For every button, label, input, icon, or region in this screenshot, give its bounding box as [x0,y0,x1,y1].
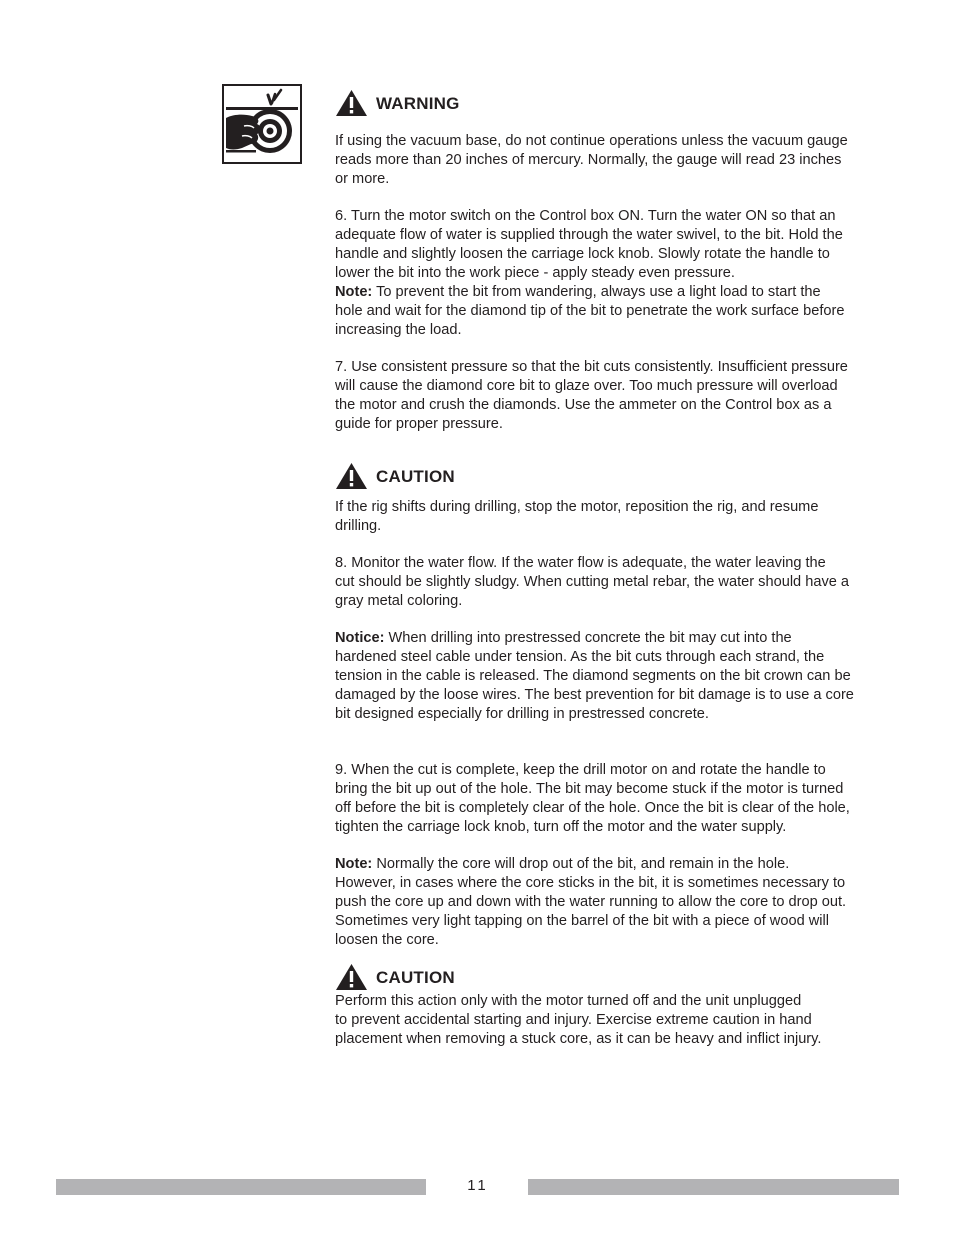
text-line: the motor and crush the diamonds. Use the ammeter on the Control box as a [335,397,832,413]
page-number: 11 [467,1177,489,1194]
note-label: Note: [335,856,373,872]
text-line: 9. When the cut is complete, keep the drill motor on and rotate the handle to [335,762,826,778]
footer-bar-left [56,1179,426,1195]
footer-bar-right [528,1179,899,1195]
text-line: adequate flow of water is supplied through the water swivel, to the bit. Hold the [335,227,843,243]
text-line: If the rig shifts during drilling, stop the motor, reposition the rig, and resume [335,499,819,515]
text-line: damaged by the loose wires. The best prevention for bit damage is to use a core [335,687,854,703]
text-line: 7. Use consistent pressure so that the bit cuts consistently. Insufficient pressure [335,359,848,375]
text-line: However, in cases where the core sticks in the bit, it is sometimes necessary to [335,875,846,891]
notice-paragraph [335,629,901,724]
warning-triangle-icon [335,89,368,117]
text-line: loosen the core. [335,932,439,948]
text-line: lower the bit into the work piece - apply steady even pressure. [335,265,735,281]
step-6-note [335,283,901,302]
text-line: hardened steel cable under tension. As the bit cuts through each strand, the [335,649,825,665]
caution-heading [335,962,901,992]
text-line: guide for proper pressure. [335,416,503,432]
step-6-paragraph [335,207,901,340]
notice-label: Notice: [335,630,385,646]
hand-entanglement-hazard-icon [222,84,302,164]
caution-triangle-icon [335,462,368,490]
text-line: or more. [335,171,390,187]
text-line: placement when removing a stuck core, as it can be heavy and inflict injury. [335,1031,822,1047]
text-line: tighten the carriage lock knob, turn off the motor and the water supply. [335,819,787,835]
caution-triangle-icon [335,963,368,991]
text-line: will cause the diamond core bit to glaze over. Too much pressure will overload [335,378,838,394]
text-line: gray metal coloring. [335,593,463,609]
text-line: cut should be slightly sludgy. When cutting metal rebar, the water should have a [335,574,850,590]
warning-label: WARNING [376,93,460,113]
note-first-line [335,855,901,874]
caution-label: CAUTION [376,466,455,486]
step-9-paragraph [335,761,901,837]
step-8-paragraph [335,554,901,611]
text-line: bring the bit up out of the hole. The bit may become stuck if the motor is turned [335,781,844,797]
text-line: Perform this action only with the motor turned off and the unit unplugged [335,993,802,1009]
caution-1-paragraph [335,498,901,536]
warning-paragraph [335,132,901,189]
text-line: off before the bit is completely clear of the hole. Once the bit is clear of the hole, [335,800,850,816]
text-line: bit designed especially for drilling in prestressed concrete. [335,706,709,722]
text-line: Sometimes very light tapping on the barrel of the bit with a piece of wood will [335,913,830,929]
instruction-content [335,88,901,1049]
text-line: hole and wait for the diamond tip of the bit to penetrate the work surface before [335,303,845,319]
text-line: drilling. [335,518,382,534]
text-line: push the core up and down with the water running to allow the core to drop out. [335,894,847,910]
caution-heading [335,461,901,491]
text-line: Normally the core will drop out of the bit, and remain in the hole. [372,856,790,872]
text-line: 8. Monitor the water flow. If the water flow is adequate, the water leaving the [335,555,826,571]
text-line: tension in the cable is released. The diamond segments on the bit crown can be [335,668,851,684]
warning-heading [335,88,901,118]
text-line: 6. Turn the motor switch on the Control box ON. Turn the water ON so that an [335,208,836,224]
text-line: reads more than 20 inches of mercury. Normally, the gauge will read 23 inches [335,152,842,168]
notice-first-line [335,629,901,648]
text-line: to prevent accidental starting and injury. Exercise extreme caution in hand [335,1012,812,1028]
step-7-paragraph [335,358,901,434]
text-line: If using the vacuum base, do not continue operations unless the vacuum gauge [335,133,848,149]
text-line: When drilling into prestressed concrete the bit may cut into the [384,630,792,646]
text-line: handle and slightly loosen the carriage lock knob. Slowly rotate the handle to [335,246,830,262]
note-paragraph [335,855,901,950]
note-label: Note: [335,284,373,300]
caution-label: CAUTION [376,967,455,987]
caution-2-paragraph [335,992,901,1049]
text-line: increasing the load. [335,322,462,338]
text-line: To prevent the bit from wandering, always use a light load to start the [372,284,821,300]
